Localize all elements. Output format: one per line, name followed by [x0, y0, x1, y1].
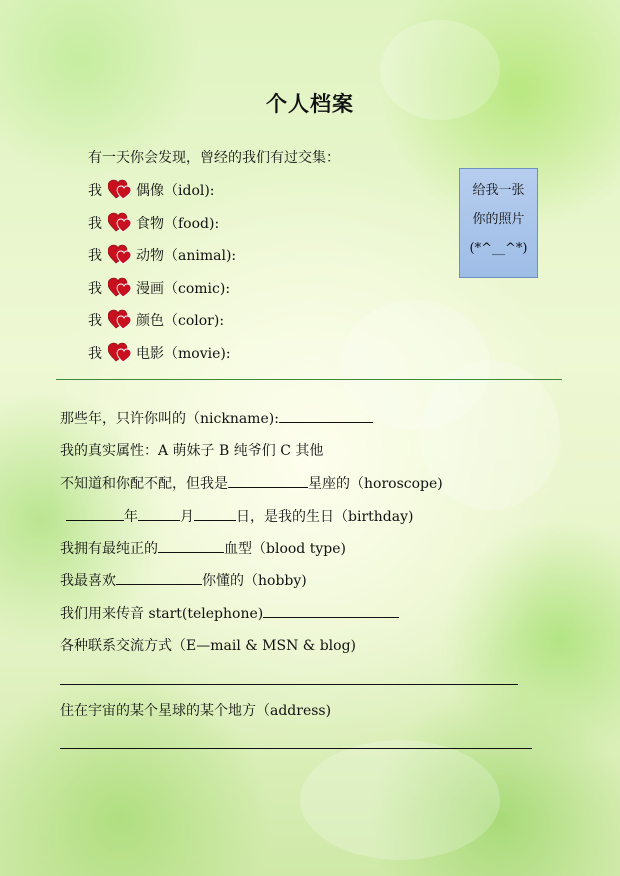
- attribute-row: 我的真实属性：A 萌妹子 B 纯爷们 C 其他: [60, 443, 324, 459]
- love-item-label: 电影（movie):: [136, 345, 231, 362]
- intro-text: 有一天你会发现，曾经的我们有过交集：: [88, 150, 340, 166]
- birthday-month-blank[interactable]: [138, 506, 180, 521]
- nickname-label: 那些年，只许你叫的（nickname):: [60, 411, 279, 427]
- love-item-prefix: 我: [88, 248, 102, 264]
- heart-icon: [108, 276, 132, 298]
- hobby-blank[interactable]: [116, 570, 202, 585]
- love-item: [88, 245, 236, 267]
- address-label: 住在宇宙的某个星球的某个地方（address): [60, 703, 332, 719]
- heart-icon: [108, 308, 132, 330]
- love-item: [88, 343, 231, 365]
- hobby-row: [60, 570, 307, 591]
- love-item-prefix: 我: [88, 313, 102, 329]
- love-item: [88, 278, 230, 300]
- heart-icon: [108, 211, 132, 233]
- nickname-blank[interactable]: [279, 408, 373, 423]
- photo-text-line2: 你的照片: [472, 212, 525, 227]
- hobby-label-post: 你懂的（hobby): [202, 573, 307, 589]
- love-item-label: 偶像（idol):: [136, 183, 215, 199]
- love-item-label: 漫画（comic):: [136, 280, 231, 297]
- month-label: 月: [180, 509, 194, 525]
- hobby-label-pre: 我最喜欢: [60, 573, 116, 589]
- contact-blank-line[interactable]: [60, 684, 518, 685]
- love-item-prefix: 我: [88, 183, 102, 199]
- telephone-blank[interactable]: [263, 603, 399, 618]
- heart-icon: [108, 178, 132, 200]
- section-divider: [56, 379, 562, 380]
- horoscope-label-post: 星座的（horoscope): [308, 476, 443, 492]
- birthday-row: [66, 506, 413, 527]
- background-leaf: [300, 740, 500, 860]
- page-title: 个人档案: [266, 92, 354, 116]
- birthday-day-blank[interactable]: [194, 506, 236, 521]
- love-item-label: 颜色（color):: [136, 313, 225, 329]
- love-item-prefix: 我: [88, 215, 102, 232]
- year-label: 年: [124, 509, 138, 525]
- photo-text-line3: (*^__^*): [469, 241, 528, 256]
- blood-type-blank[interactable]: [158, 538, 224, 553]
- contact-label: 各种联系交流方式（E—mail & MSN & blog): [60, 638, 356, 654]
- address-blank-line[interactable]: [60, 748, 532, 749]
- telephone-label: 我们用来传音 start(telephone): [60, 606, 264, 622]
- love-item-prefix: 我: [88, 345, 102, 362]
- horoscope-label-pre: 不知道和你配不配，但我是: [60, 476, 228, 492]
- love-item: [88, 310, 224, 332]
- horoscope-blank[interactable]: [228, 473, 308, 488]
- love-item-label: 动物（animal):: [136, 248, 237, 264]
- blood-label-post: 血型（blood type): [224, 541, 346, 557]
- blood-label-pre: 我拥有最纯正的: [60, 541, 158, 557]
- heart-icon: [108, 341, 132, 363]
- horoscope-row: [60, 473, 443, 494]
- love-item-label: 食物（food):: [136, 215, 220, 232]
- love-item: [88, 213, 219, 235]
- telephone-row: [60, 603, 399, 624]
- birthday-label-post: 日，是我的生日（birthday): [236, 509, 414, 525]
- nickname-row: [60, 408, 373, 429]
- photo-text-line1: 给我一张: [472, 183, 525, 198]
- birthday-year-blank[interactable]: [66, 506, 124, 521]
- blood-type-row: [60, 538, 346, 559]
- photo-placeholder: [459, 168, 538, 278]
- love-item: [88, 180, 215, 202]
- heart-icon: [108, 243, 132, 265]
- love-item-prefix: 我: [88, 280, 102, 297]
